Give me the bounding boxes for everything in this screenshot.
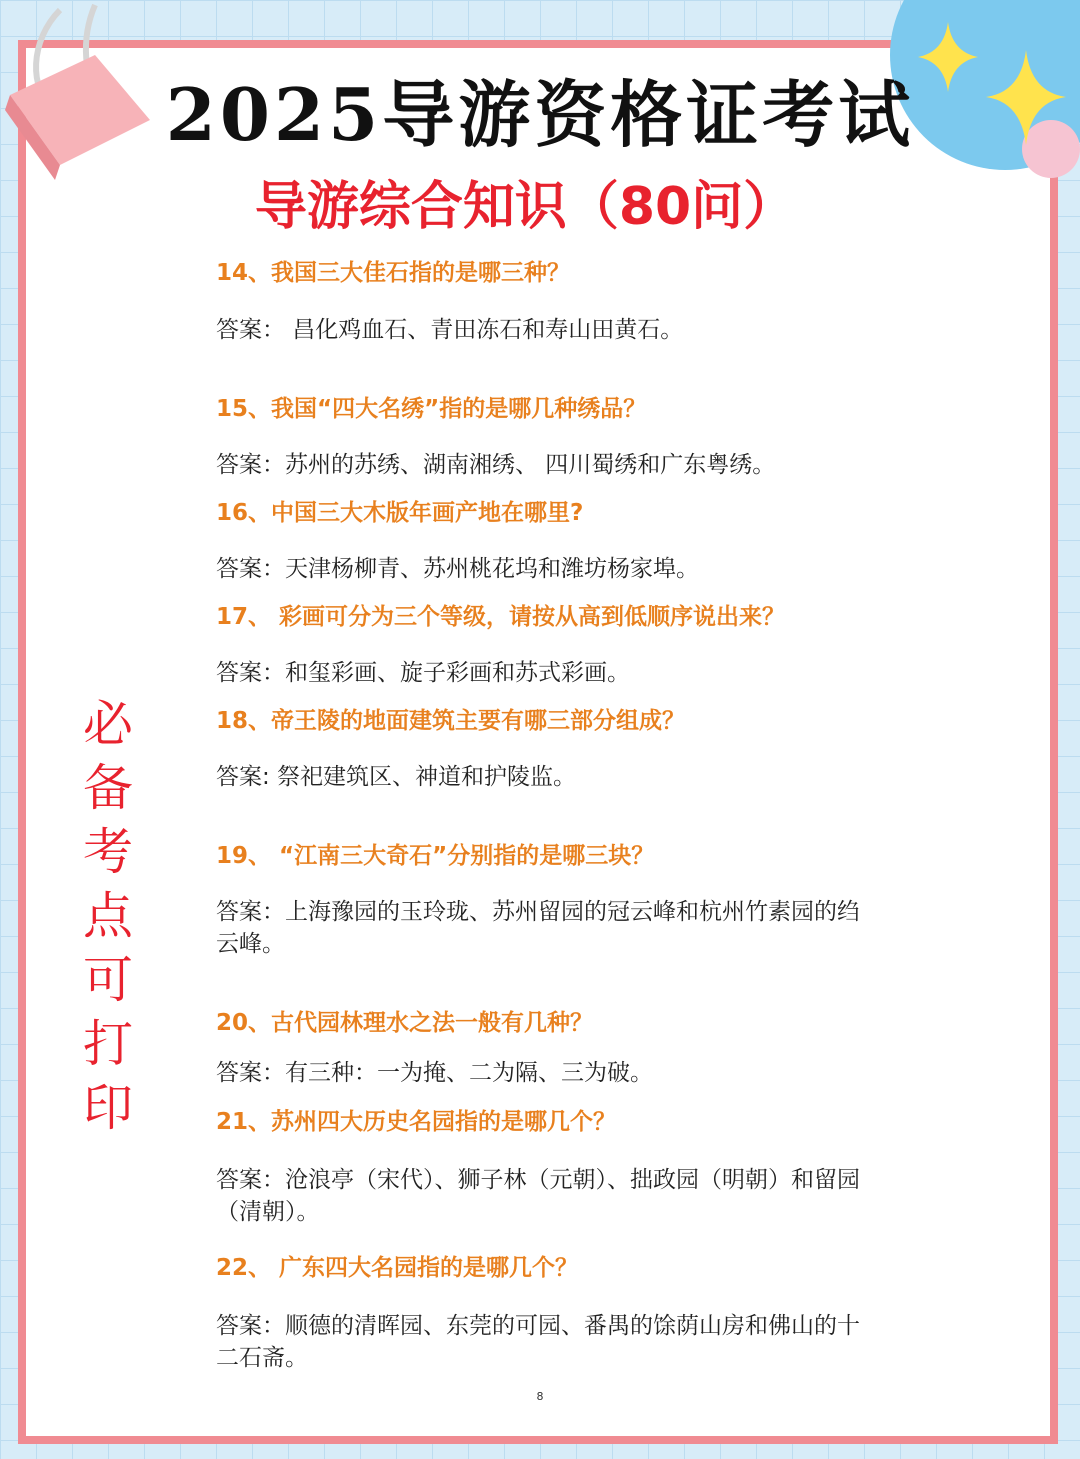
- question-text: 15、我国“四大名绣”指的是哪几种绣品？: [216, 396, 647, 422]
- page-title: 2025导游资格证考试: [165, 72, 915, 157]
- side-label-char: 点: [83, 887, 133, 945]
- question-text: 17、 彩画可分为三个等级，请按从高到低顺序说出来？: [216, 604, 786, 630]
- answer-text: 答案：苏州的苏绣、湖南湘绣、 四川蜀绣和广东粤绣。: [216, 452, 776, 478]
- side-vertical-label: [76, 692, 140, 1140]
- qa-item-21: [216, 1106, 866, 1228]
- question-text: 20、古代园林理水之法一般有几种？: [216, 1010, 594, 1036]
- answer-text: 答案：顺德的清晖园、东莞的可园、番禺的馀荫山房和佛山的十二石斋。: [216, 1313, 860, 1371]
- question-text: 19、 “江南三大奇石”分别指的是哪三块？: [216, 843, 655, 869]
- answer-text: 答案： 昌化鸡血石、青田冻石和寿山田黄石。: [216, 317, 684, 343]
- qa-item-19: [216, 840, 866, 960]
- qa-item-16: [216, 497, 866, 585]
- answer-text: 答案: 祭祀建筑区、神道和护陵监。: [216, 764, 577, 790]
- question-text: 18、帝王陵的地面建筑主要有哪三部分组成？: [216, 708, 686, 734]
- question-text: 21、苏州四大历史名园指的是哪几个？: [216, 1109, 617, 1135]
- side-label-char: 打: [83, 1015, 133, 1073]
- question-text: 16、中国三大木版年画产地在哪里?: [216, 500, 584, 526]
- qa-item-18: [216, 705, 866, 793]
- qa-item-17: [216, 601, 866, 689]
- qa-item-20: [216, 1007, 866, 1089]
- side-label-char: 考: [83, 823, 133, 881]
- answer-text: 答案：天津杨柳青、苏州桃花坞和潍坊杨家埠。: [216, 556, 699, 582]
- side-label-char: 必: [83, 695, 133, 753]
- qa-item-14: [216, 257, 866, 346]
- side-label-char: 备: [83, 759, 133, 817]
- question-text: 22、 广东四大名园指的是哪几个？: [216, 1255, 579, 1281]
- page-subtitle: 导游综合知识（80问）: [254, 177, 796, 237]
- answer-text: 答案：和玺彩画、旋子彩画和苏式彩画。: [216, 660, 630, 686]
- side-label-char: 印: [83, 1079, 133, 1137]
- page-number: 8: [536, 1390, 544, 1403]
- qa-item-15: [216, 393, 866, 481]
- question-text: 14、我国三大佳石指的是哪三种？: [216, 260, 571, 286]
- qa-item-22: [216, 1252, 866, 1374]
- answer-text: 答案：有三种：一为掩、二为隔、三为破。: [216, 1060, 653, 1086]
- answer-text: 答案：沧浪亭（宋代）、狮子林（元朝）、拙政园（明朝）和留园（清朝）。: [216, 1167, 860, 1225]
- side-label-char: 可: [83, 951, 133, 1009]
- answer-text: 答案：上海豫园的玉玲珑、苏州留园的冠云峰和杭州竹素园的绉云峰。: [216, 899, 860, 957]
